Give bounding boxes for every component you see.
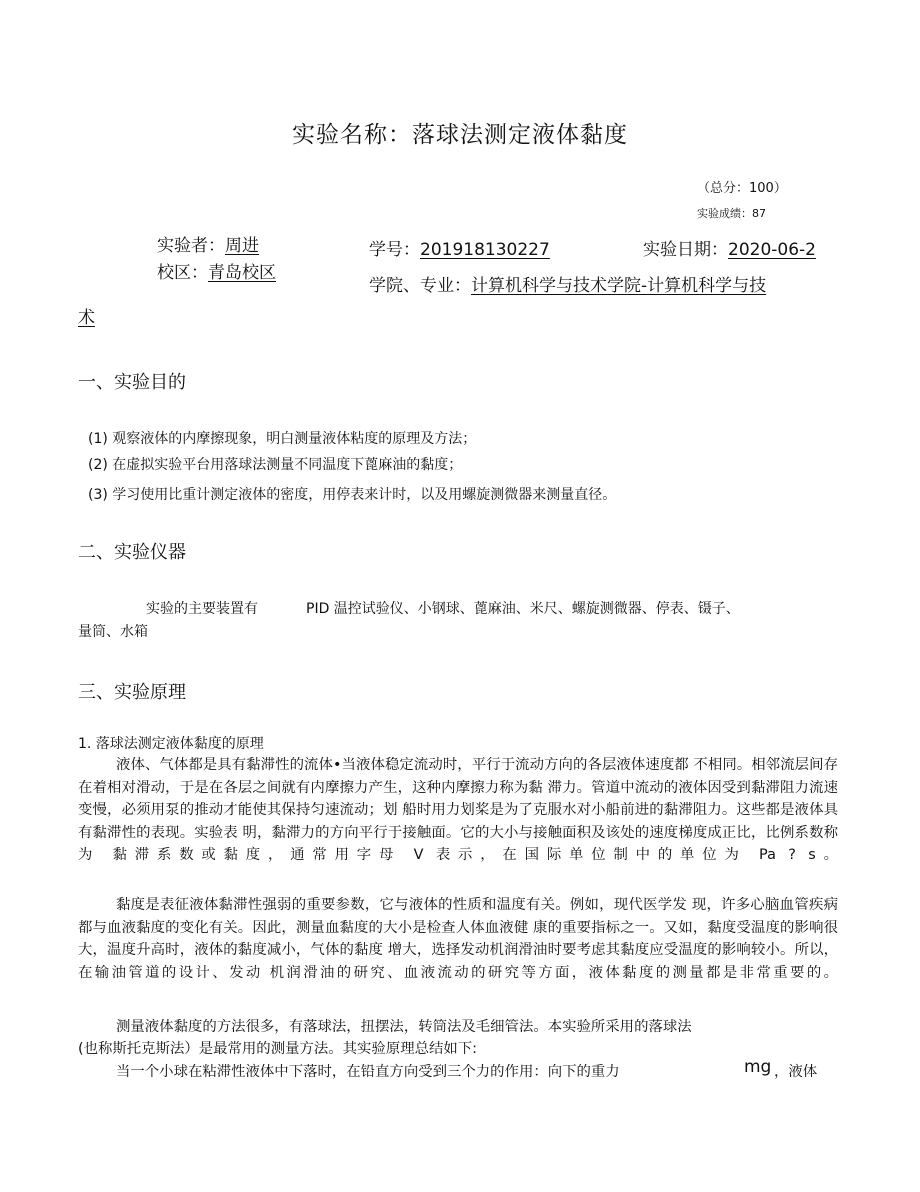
- date-value: 2020-06-2: [728, 240, 816, 260]
- campus-field: [157, 258, 276, 283]
- section-heading-principle: 三、实验原理: [78, 682, 186, 703]
- section-heading-purpose: 一、实验目的: [78, 372, 186, 393]
- principle-paragraph-line: (也称斯托克斯法）是最常用的测量方法。其实验原理总结如下:: [78, 1041, 478, 1057]
- section-heading-equipment: 二、实验仪器: [78, 542, 186, 563]
- purpose-item: (3) 学习使用比重计测定液体的密度，用停表来计时，以及用螺旋测微器来测量直径。: [88, 487, 617, 503]
- college-label: 学院、专业：: [369, 276, 471, 296]
- college-field: [369, 271, 766, 296]
- student-id-field: [369, 235, 550, 260]
- total-score: （总分：100）: [697, 181, 787, 196]
- experimenter-value: 周进: [225, 236, 259, 256]
- campus-value: 青岛校区: [208, 263, 276, 283]
- principle-paragraph: 黏度是表征液体黏滞性强弱的重要参数，它与液体的性质和温度有关。例如，现代医学发 现，许多心脑血管疾病都与血液黏度的变化有关。因此，测量血黏度的大小是检查人体血液健 康的重要指标之一。又如，黏度受温度的影响很大，温度升高时，液体的黏度减小，气体的黏度 增大，选择发动机润滑油时要考虑其黏度应受温度的影响较小。所以，在输油管道的设计、发动 机润滑油的研究、血液流动的研究等方面，液体黏度的测量都是非常重要的。: [78, 897, 838, 981]
- equipment-intro: 实验的主要装置有: [146, 601, 258, 617]
- student-id-value: 201918130227: [420, 240, 550, 260]
- college-value-cont: 术: [78, 308, 95, 328]
- purpose-item: (2) 在虚拟实验平台用落球法测量不同温度下蓖麻油的黏度；: [88, 457, 463, 473]
- college-value: 计算机科学与技术学院-计算机科学与技: [471, 276, 767, 296]
- experimenter-field: [157, 231, 259, 256]
- principle-paragraph: 液体、气体都是具有黏滞性的流体•当液体稳定流动时，平行于流动方向的各层液体速度都 不相同。相邻流层间存在着相对滑动，于是在各层之间就有内摩擦力产生，这种内摩擦力称为黏 滞力。管道中流动的液体因受到黏滞阻力流速变慢，必须用泵的推动才能使其保持匀速流动；划 船时用力划桨是为了克服水对小船前进的黏滞阻力。这些都是液体具有黏滞性的表现。实验表 明，黏滞力的方向平行于接触面。它的大小与接触面积及该处的速度梯度成正比，比例系数称为 黏滞系数或黏度，通常用字母 V 表示，在国际单位制中的单位为 Pa ? s。: [78, 757, 838, 863]
- date-label: 实验日期：: [643, 240, 728, 260]
- principle-paragraph-line: 当一个小球在粘滞性液体中下落时，在铅直方向受到三个力的作用：向下的重力: [116, 1064, 620, 1080]
- campus-label: 校区：: [157, 263, 208, 283]
- date-field: [643, 235, 816, 260]
- experimenter-label: 实验者：: [157, 236, 225, 256]
- principle-subheading: 1. 落球法测定液体黏度的原理: [78, 736, 264, 752]
- equipment-list-cont: 量筒、水箱: [78, 624, 148, 640]
- purpose-item: (1) 观察液体的内摩擦现象，明白测量液体粘度的原理及方法；: [88, 431, 477, 447]
- gravity-symbol: mg: [744, 1057, 772, 1077]
- principle-paragraph-line: 测量液体黏度的方法很多，有落球法，扭摆法，转筒法及毛细管法。本实验所采用的落球法: [116, 1019, 692, 1035]
- grade: 实验成绩：87: [697, 207, 766, 220]
- equipment-list: PID 温控试验仪、小钢球、蓖麻油、米尺、螺旋测微器、停表、镊子、: [306, 601, 740, 617]
- student-id-label: 学号：: [369, 240, 420, 260]
- principle-paragraph-tail: ，液体: [774, 1064, 818, 1080]
- page-title: 实验名称：落球法测定液体黏度: [292, 122, 628, 148]
